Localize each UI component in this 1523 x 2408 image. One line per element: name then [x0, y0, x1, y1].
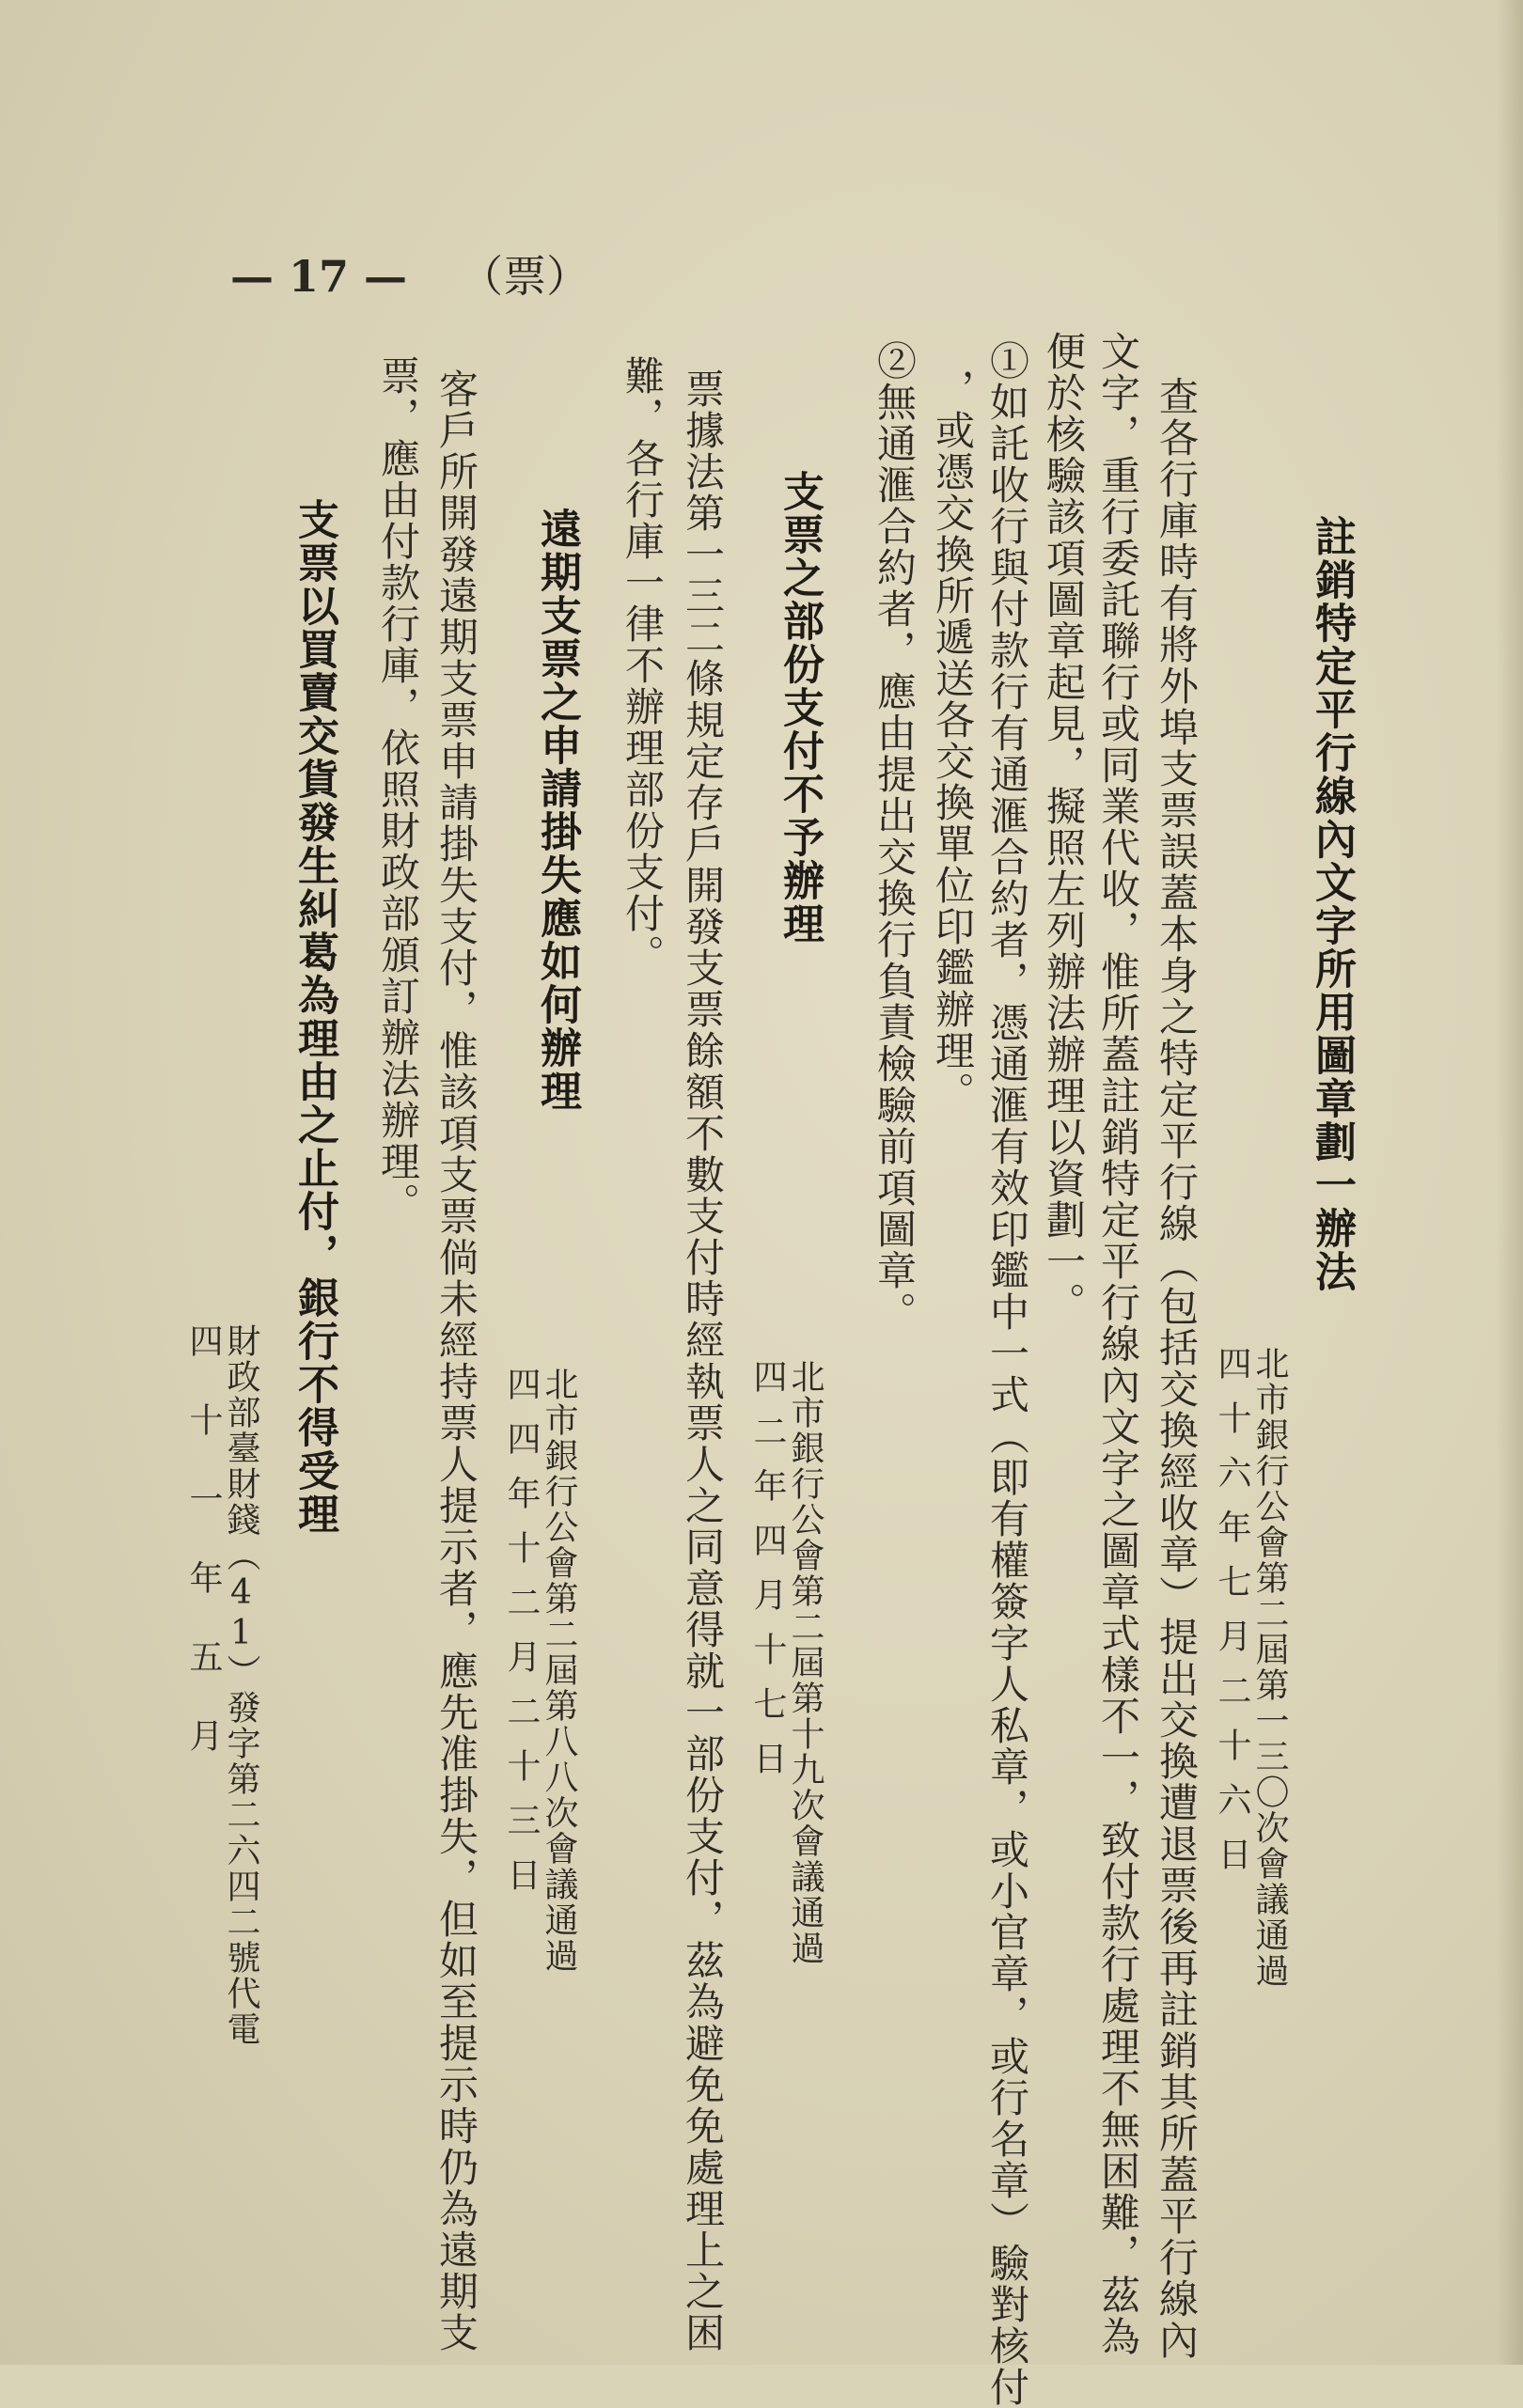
section-3-paragraph-2: 票，應由付款行庫，依照財政部頒訂辦法辦理。: [375, 355, 421, 1224]
section-1-paragraph-3: 便於核驗該項圖章起見，擬照左列辦法辦理以資劃一。: [1041, 331, 1087, 1323]
section-2-date: 四二年四月十七日: [748, 1359, 787, 1795]
page-number: — 17 —: [230, 251, 408, 302]
section-1-paragraph-1: 查各行庫時有將外埠支票誤蓋本身之特定平行線（包括交換經收章）提出交換遭退票後再註銷其所蓋平行線內: [1154, 376, 1200, 2361]
page-number-header: [230, 242, 589, 305]
section-3-paragraph-1: 客戶所開發遠期支票申請掛失支付，惟該項支票倘未經持票人提示者，應先准掛失，但如至提示時仍為遠期支: [433, 368, 479, 2353]
section-1-date: 四十六年七月二十六日: [1213, 1346, 1251, 1891]
section-3-title: 遠期支票之申請掛失應如何辦理: [533, 508, 581, 1113]
section-4-title: 支票以買賣交貨發生糾葛為理由之止付，銀行不得受理: [290, 498, 338, 1536]
section-1-item-2: ②無通滙合約者，應由提出交換行負責檢驗前項圖章。: [871, 340, 918, 1333]
section-1-paragraph-2: 文字，重行委託聯行或同業代收，惟所蓋註銷特定平行線內文字之圖章式樣不一，致付款行處理不無困難，茲為: [1095, 331, 1141, 2357]
section-4-source: 財政部臺財錢（41）發字第二六四二號代電: [222, 1323, 260, 2047]
section-2-source: 北市銀行公會第二屆第十九次會議通過: [786, 1359, 824, 1966]
section-1-title: 註銷特定平行線內文字所用圖章劃一辦法: [1308, 515, 1356, 1293]
section-2-paragraph-1: 票據法第一三二條規定存戶開發支票餘額不數支付時經執票人之同意得就一部份支付，茲為避免免處理上之困: [680, 368, 726, 2353]
section-2-paragraph-2: 難，各行庫一律不辦理部份支付。: [620, 355, 666, 976]
section-4-date: 四十一年五月: [184, 1323, 223, 1797]
section-label: （票）: [460, 251, 590, 302]
section-3-source: 北市銀行公會第二屆第八八次會議通過: [540, 1367, 578, 1974]
page-edge-shadow: [1497, 0, 1523, 2365]
section-1-item-1: ①如託收行與付款行有通滙合約者，憑通滙有效印鑑中一式（即有權簽字人私章，或小官章，或行名章）驗對核付: [984, 340, 1030, 2408]
section-1-source: 北市銀行公會第二屆第一三〇次會議通過: [1250, 1346, 1289, 1989]
section-3-date: 四四年十二月二十三日: [502, 1367, 541, 1912]
section-2-title: 支票之部份支付不予辦理: [776, 470, 824, 946]
section-1-item-1-cont: ，或憑交換所遞送各交換單位印鑑辦理。: [930, 368, 976, 1113]
